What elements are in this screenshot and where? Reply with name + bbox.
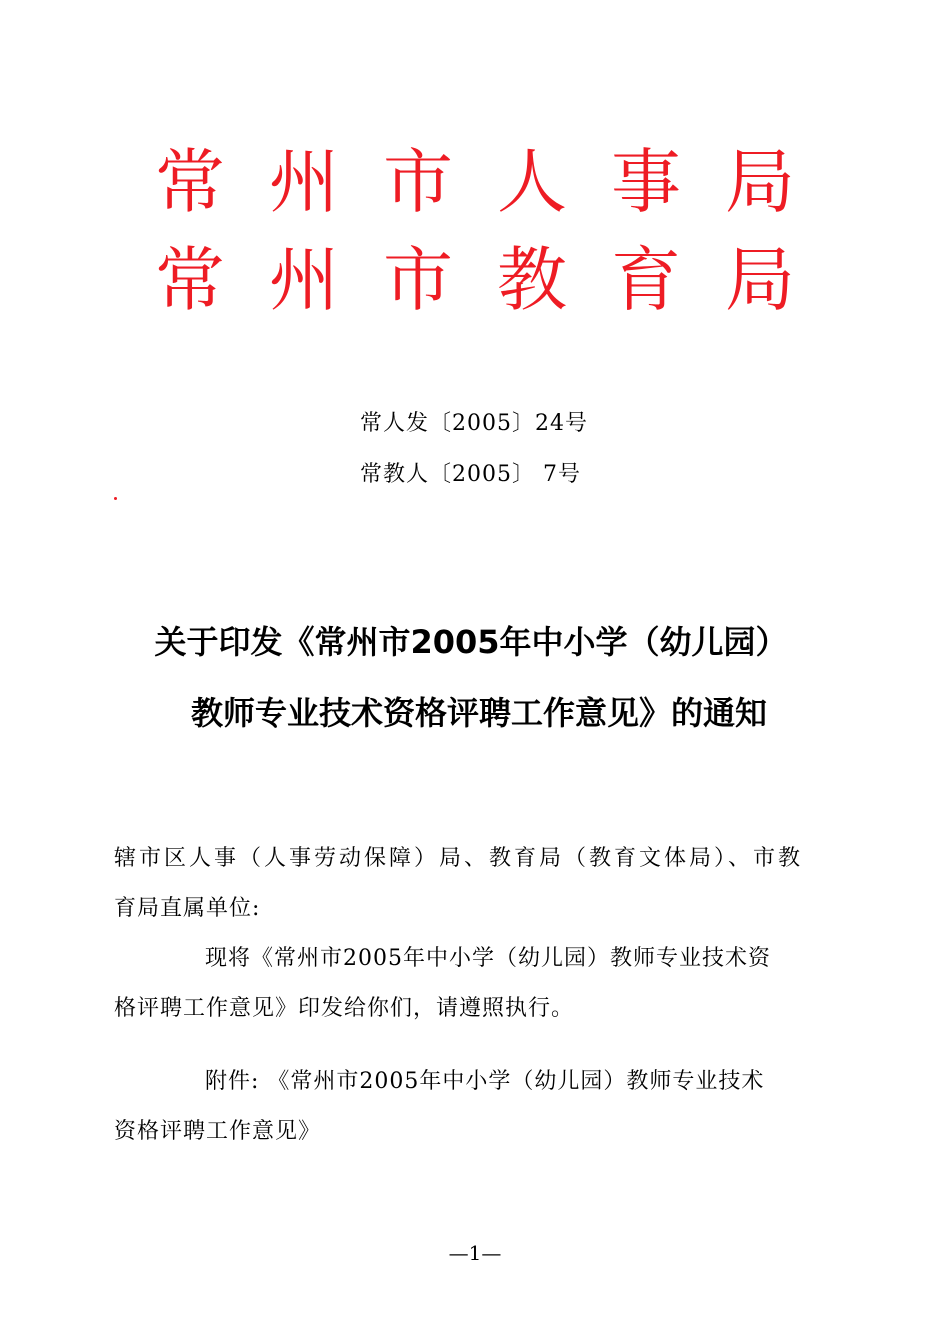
attachment-line-2: 资格评聘工作意见》 — [114, 1119, 322, 1144]
page-number: —1— — [448, 1241, 502, 1265]
attachment-line-1: 附件: 《常州市2005年中小学（幼儿园）教师专业技术 — [205, 1069, 765, 1094]
recipients-line-1: 辖市区人事（人事劳动保障）局、教育局（教育文体局）、市教 — [114, 846, 804, 871]
document-number-1: 常人发〔2005〕24号 — [360, 411, 588, 436]
document-number-2: 常教人〔2005〕 7号 — [360, 462, 581, 487]
red-dot-mark — [114, 497, 117, 500]
issuer-header-personnel-bureau: 常州市人事局 — [155, 141, 839, 223]
notice-title-line-1: 关于印发《常州市2005年中小学（幼儿园） — [154, 623, 788, 661]
issuer-header-education-bureau: 常州市教育局 — [155, 239, 839, 321]
body-paragraph-line-1: 现将《常州市2005年中小学（幼儿园）教师专业技术资 — [205, 946, 771, 971]
notice-title-line-2: 教师专业技术资格评聘工作意见》的通知 — [190, 694, 767, 732]
body-paragraph-line-2: 格评聘工作意见》印发给你们，请遵照执行。 — [114, 996, 575, 1021]
recipients-line-2: 育局直属单位: — [114, 896, 261, 921]
